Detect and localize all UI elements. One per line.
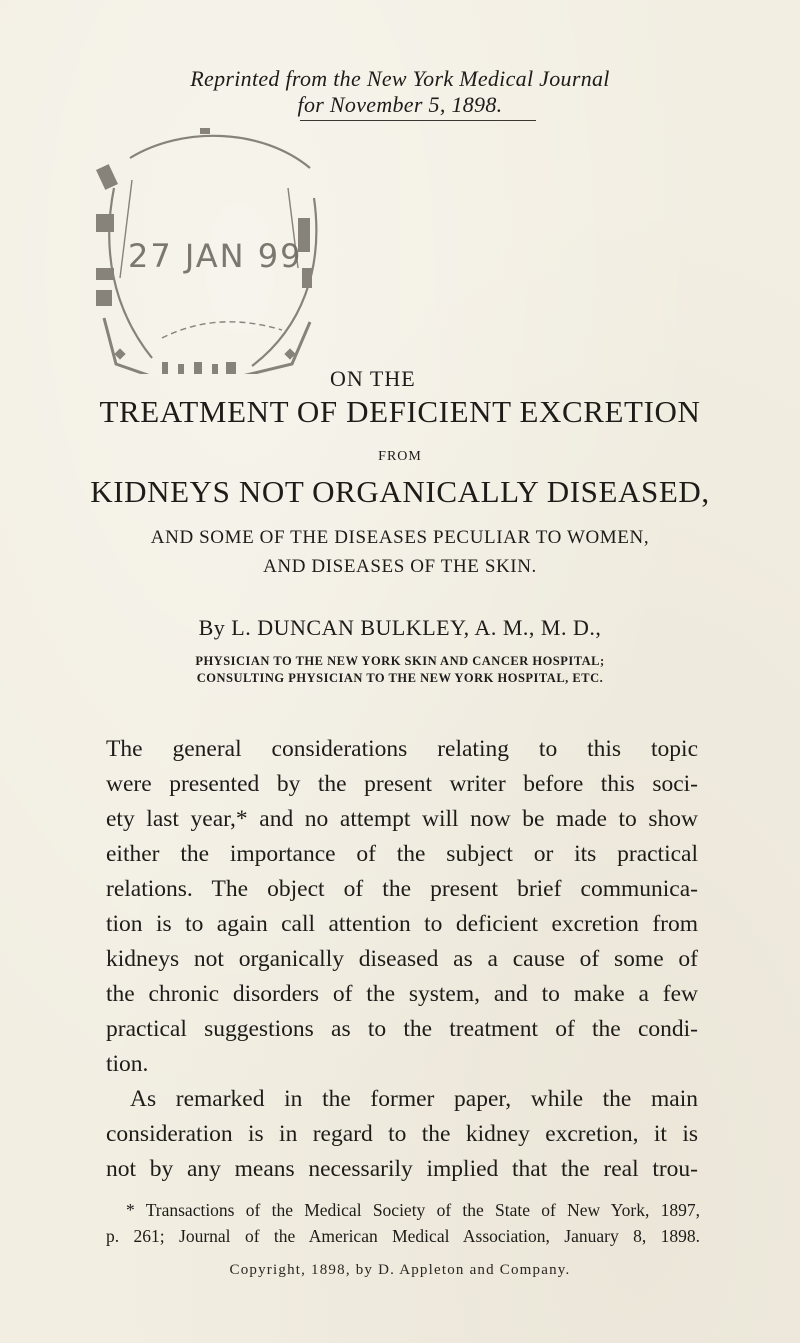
subtitle-line-1: AND SOME OF THE DISEASES PECULIAR TO WOMEN, (150, 527, 650, 548)
reprint-source-line: Reprinted from the New York Medical Journal (190, 66, 610, 91)
author-credential-2: CONSULTING PHYSICIAN TO THE NEW YORK HOSPITAL, ETC. (196, 671, 604, 685)
author-byline: By L. DUNCAN BULKLEY, A. M., M. D., (198, 615, 602, 640)
body-line: were presented by the present writer before this soci- (106, 771, 698, 797)
body-line: consideration is in regard to the kidney excretion, it is (106, 1121, 698, 1147)
footnote-line-2: p. 261; Journal of the American Medical Association, January 8, 1898. (106, 1226, 700, 1246)
body-line: not by any means necessarily implied that the real trou- (106, 1156, 698, 1182)
body-line: The general considerations relating to this topic (106, 736, 698, 762)
title-line-2: KIDNEYS NOT ORGANICALLY DISEASED, (90, 474, 710, 509)
author-credential-1: PHYSICIAN TO THE NEW YORK SKIN AND CANCER HOSPITAL; (195, 654, 605, 668)
body-line: kidneys not organically diseased as a cause of some of (106, 946, 698, 972)
body-line: tion is to again call attention to deficient excretion from (106, 911, 698, 937)
header-rule (300, 120, 536, 121)
body-line: tion. (106, 1051, 149, 1077)
subtitle-line-2: AND DISEASES OF THE SKIN. (263, 556, 537, 577)
body-line: As remarked in the former paper, while the main (130, 1086, 698, 1112)
title-line-1: TREATMENT OF DEFICIENT EXCRETION (99, 394, 701, 429)
body-line: practical suggestions as to the treatment of the condi- (106, 1016, 698, 1042)
title-from: FROM (378, 449, 422, 464)
body-line: either the importance of the subject or its practical (106, 841, 698, 867)
footnote-line-1: * Transactions of the Medical Society of the State of New York, 1897, (126, 1200, 700, 1220)
body-line: the chronic disorders of the system, and to make a few (106, 981, 698, 1007)
title-on-the: ON THE (330, 366, 416, 391)
body-line: relations. The object of the present brief communica- (106, 876, 698, 902)
body-line: ety last year,* and no attempt will now be made to show (106, 806, 698, 832)
stamp-date: 27 JAN 99 (128, 237, 303, 275)
copyright-notice: Copyright, 1898, by D. Appleton and Company. (229, 1262, 571, 1278)
reprint-date-line: for November 5, 1898. (297, 92, 503, 117)
